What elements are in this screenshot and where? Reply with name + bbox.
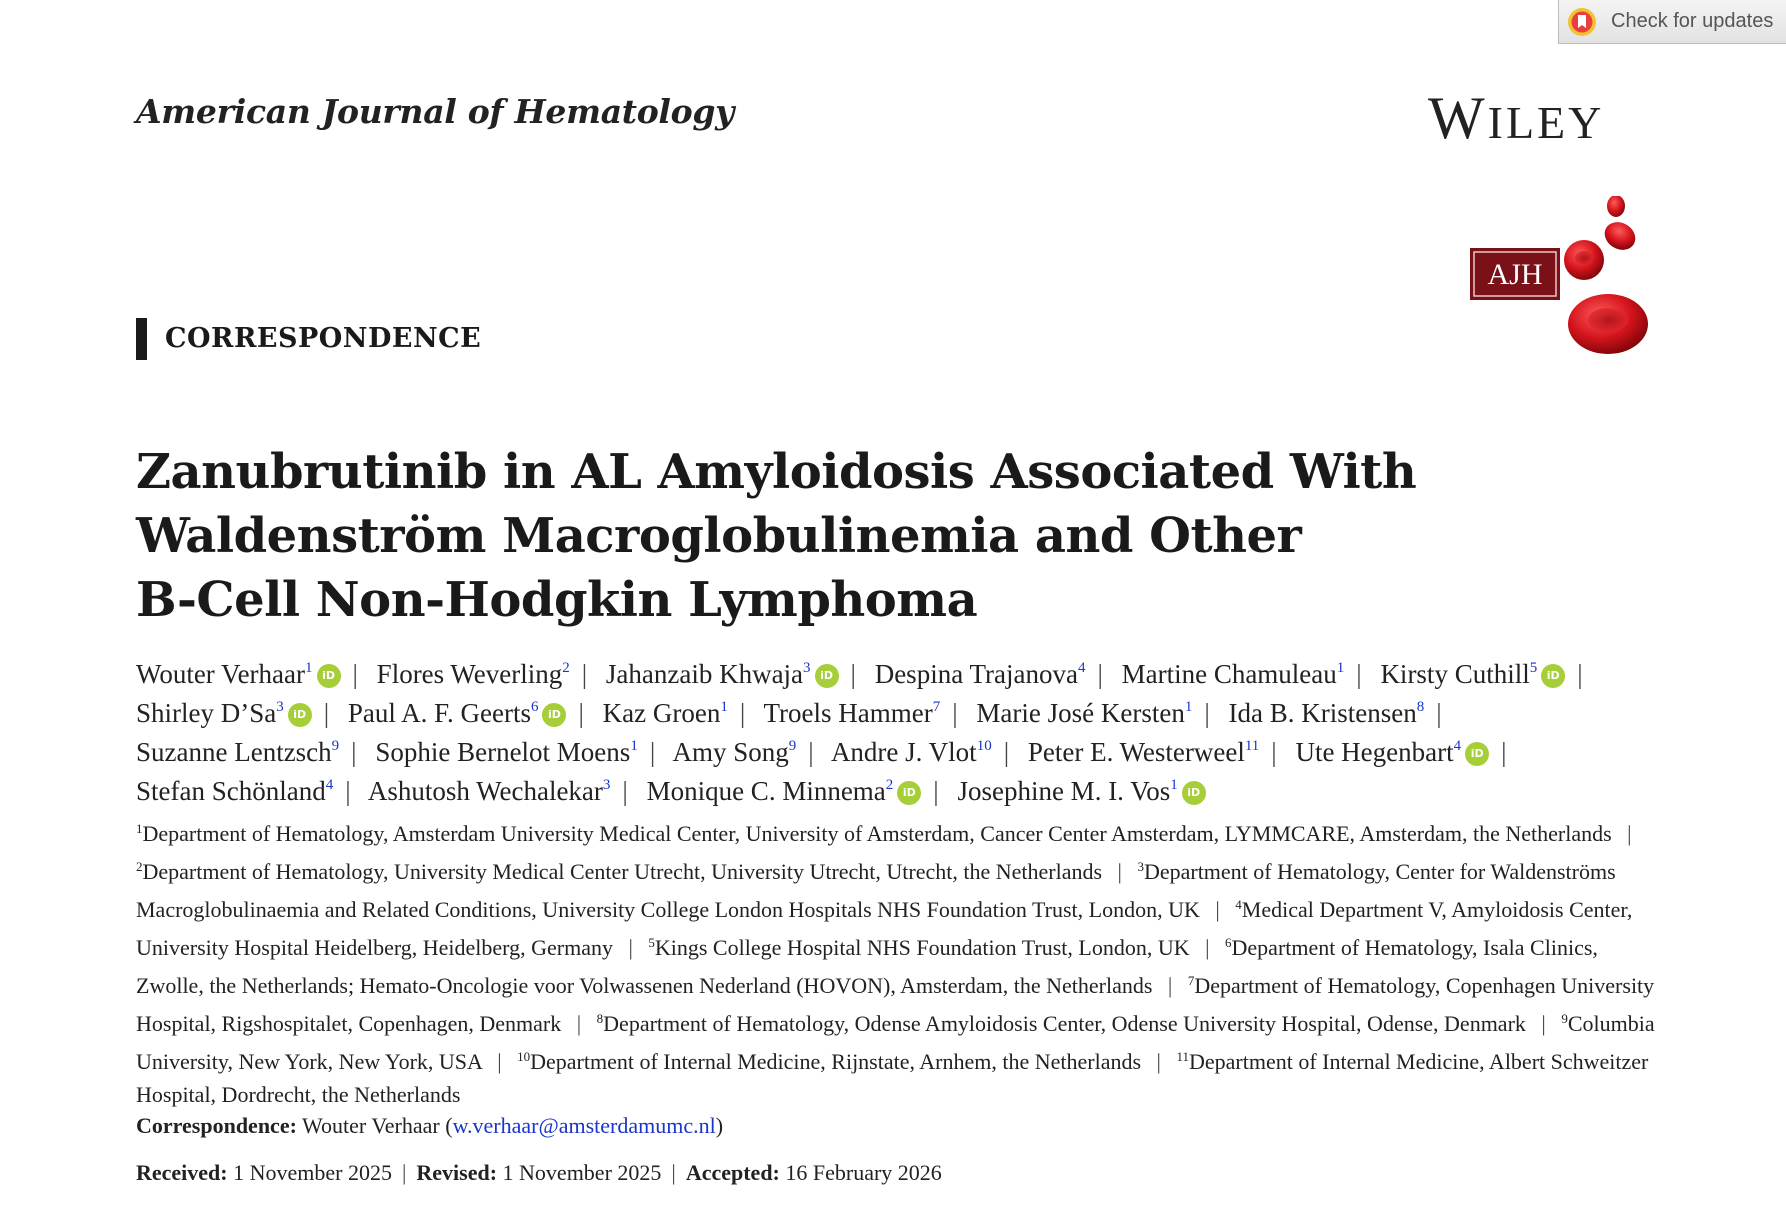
author-name-text: Peter E. Westerweel <box>1027 737 1245 767</box>
author-name-text: Flores Weverling <box>376 659 563 689</box>
affiliation-number: 8 <box>596 1011 604 1026</box>
author-separator: | <box>1436 698 1442 728</box>
author-affiliation-ref[interactable]: 1 <box>1170 777 1178 793</box>
author-list <box>136 652 1646 808</box>
author-name-text: Martine Chamuleau <box>1121 659 1337 689</box>
affiliation-number: 10 <box>517 1049 531 1064</box>
author-separator: | <box>1356 659 1362 689</box>
author-name-text: Jahanzaib Khwaja <box>605 659 804 689</box>
section-label: CORRESPONDENCE <box>136 318 481 360</box>
affiliation-item <box>136 859 1102 884</box>
affiliation-separator: | <box>1156 1049 1161 1074</box>
affiliation-text: Department of Hematology, University Medical Center Utrecht, University Utrecht, Utrecht, the Netherlands <box>142 859 1103 884</box>
author-affiliation-ref[interactable]: 4 <box>1453 738 1462 754</box>
affiliation-number: 7 <box>1187 973 1195 988</box>
correspondence <box>136 1113 723 1139</box>
author-name <box>1380 659 1565 689</box>
author-separator: | <box>622 776 628 806</box>
author-name-text: Marie José Kersten <box>976 698 1185 728</box>
affiliation-text: Department of Hematology, Amsterdam University Medical Center, University of Amsterdam, Cancer Center Amsterdam, LYMMCARE, Amsterdam, the Netherlands <box>142 821 1612 846</box>
author-name-text: Paul A. F. Geerts <box>347 698 531 728</box>
author-name-text: Stefan Schönland <box>136 776 326 806</box>
affiliation-item <box>597 1011 1526 1036</box>
title-line-3: B-Cell Non-Hodgkin Lymphoma <box>136 572 978 628</box>
author-name <box>136 737 339 767</box>
affiliation-text: Kings College Hospital NHS Foundation Trust, London, UK <box>654 935 1190 960</box>
publisher-logo-rest: ILEY <box>1487 97 1605 148</box>
author-affiliation-ref[interactable]: 4 <box>325 777 334 793</box>
check-updates-label: Check for updates <box>1611 10 1774 32</box>
publisher-logo <box>1428 85 1605 151</box>
affiliation-separator: | <box>1167 973 1173 998</box>
affiliation-text: Department of Internal Medicine, Albert Schweitzer Hospital, Dordrecht, the Netherlands <box>136 1049 1649 1107</box>
author-name <box>1295 737 1489 767</box>
check-updates-icon <box>1567 7 1597 37</box>
author-separator: | <box>952 698 958 728</box>
orcid-icon[interactable]: iD <box>1541 664 1565 688</box>
affiliation-number: 4 <box>1235 897 1242 912</box>
author-name <box>136 698 312 728</box>
revised-label: Revised: <box>416 1160 498 1185</box>
author-name <box>764 698 941 728</box>
accepted-label: Accepted: <box>685 1160 780 1185</box>
affiliation-separator: | <box>1215 897 1220 922</box>
affiliation-number: 6 <box>1225 935 1232 950</box>
affiliation-separator: | <box>1117 859 1122 884</box>
author-affiliation-ref[interactable]: 7 <box>932 699 941 715</box>
author-separator: | <box>1204 698 1210 728</box>
date-separator: | <box>671 1160 676 1185</box>
date-separator: | <box>401 1160 407 1185</box>
author-affiliation-ref[interactable]: 3 <box>276 699 284 715</box>
author-separator: | <box>1577 659 1583 689</box>
author-affiliation-ref[interactable]: 1 <box>630 738 638 754</box>
affiliation-text: Department of Hematology, Copenhagen University Hospital, Rigshospitalet, Copenhagen, Denmark <box>136 973 1655 1036</box>
orcid-icon[interactable]: iD <box>815 664 839 688</box>
author-affiliation-ref[interactable]: 9 <box>331 738 340 754</box>
author-name-text: Suzanne Lentzsch <box>136 737 332 767</box>
author-separator: | <box>649 737 656 767</box>
orcid-icon[interactable]: iD <box>897 781 921 805</box>
author-name <box>647 776 922 806</box>
author-name-text: Ashutosh Wechalekar <box>367 776 603 806</box>
correspondence-name: Wouter Verhaar ( <box>302 1113 453 1138</box>
author-affiliation-ref[interactable]: 1 <box>720 699 728 715</box>
author-separator: | <box>578 698 584 728</box>
author-name <box>375 737 637 767</box>
author-name <box>672 737 796 767</box>
author-separator: | <box>323 698 330 728</box>
author-name <box>875 659 1086 689</box>
author-separator: | <box>351 737 357 767</box>
journal-name: American Journal of Hematology <box>136 92 735 131</box>
affiliation-number: 11 <box>1176 1049 1189 1064</box>
author-separator: | <box>933 776 939 806</box>
publisher-logo-initial: W <box>1428 85 1488 151</box>
affiliation-separator: | <box>497 1049 502 1074</box>
author-affiliation-ref[interactable]: 2 <box>885 777 894 793</box>
author-name-text: Despina Trajanova <box>874 659 1078 689</box>
affiliation-text: Department of Hematology, Center for Waldenströms Macroglobulinaemia and Related Conditions, University College London Hospitals NHS Foundation Trust, London, UK <box>136 859 1616 922</box>
affiliation-separator: | <box>628 935 633 960</box>
author-affiliation-ref[interactable]: 1 <box>1336 660 1345 676</box>
author-name-text: Sophie Bernelot Moens <box>375 737 631 767</box>
author-name-text: Josephine M. I. Vos <box>957 776 1171 806</box>
affiliation-text: Department of Hematology, Isala Clinics, Zwolle, the Netherlands; Hemato-Oncologie voor Volwassenen Nederland (HOVON), Amsterdam, the Netherlands <box>136 935 1598 998</box>
revised-date: 1 November 2025 <box>502 1160 662 1185</box>
received-date: 1 November 2025 <box>233 1160 392 1185</box>
author-name-text: Monique C. Minnema <box>646 776 886 806</box>
author-name-text: Ute Hegenbart <box>1295 737 1454 767</box>
affiliation-item <box>648 935 1189 960</box>
author-name <box>957 776 1205 806</box>
author-separator: | <box>581 659 588 689</box>
author-affiliation-ref[interactable]: 11 <box>1244 738 1260 754</box>
author-separator: | <box>352 659 358 689</box>
author-affiliation-ref[interactable]: 2 <box>562 660 570 676</box>
author-separator: | <box>808 737 814 767</box>
affiliation-separator: | <box>1627 821 1632 846</box>
author-separator: | <box>739 698 746 728</box>
author-name-text: Troels Hammer <box>763 698 933 728</box>
affiliation-item <box>517 1049 1141 1074</box>
orcid-icon[interactable]: iD <box>1465 742 1489 766</box>
author-name-text: Amy Song <box>672 737 789 767</box>
affiliation-text: Medical Department V, Amyloidosis Center, University Hospital Heidelberg, Heidelberg, Germany <box>136 897 1633 960</box>
author-name <box>377 659 570 689</box>
article-title <box>136 440 1596 632</box>
correspondence-email-link[interactable]: w.verhaar@amsterdamumc.nl <box>452 1113 716 1138</box>
author-affiliation-ref[interactable]: 1 <box>1184 699 1193 715</box>
author-name <box>606 659 839 689</box>
affiliation-number: 9 <box>1561 1011 1568 1026</box>
author-separator: | <box>1501 737 1507 767</box>
author-affiliation-ref[interactable]: 6 <box>530 699 539 715</box>
author-separator: | <box>1003 737 1010 767</box>
author-affiliation-ref[interactable]: 1 <box>305 660 313 676</box>
author-name <box>831 737 992 767</box>
affiliation-separator: | <box>1541 1011 1546 1036</box>
title-line-2: Waldenström Macroglobulinemia and Other <box>136 508 1302 564</box>
correspondence-close: ) <box>715 1113 724 1138</box>
ajh-logo <box>1470 196 1656 360</box>
author-name <box>136 659 341 689</box>
author-name-text: Wouter Verhaar <box>136 659 306 689</box>
author-name <box>1122 659 1345 689</box>
author-name-text: Andre J. Vlot <box>830 737 977 767</box>
orcid-icon[interactable]: iD <box>1182 781 1206 805</box>
author-name <box>1028 737 1259 767</box>
affiliation-text: Department of Hematology, Odense Amyloidosis Center, Odense University Hospital, Odense, Denmark <box>603 1011 1526 1036</box>
author-name-text: Kirsty Cuthill <box>1380 659 1530 689</box>
author-separator: | <box>1097 659 1103 689</box>
affiliation-item <box>136 821 1612 846</box>
author-separator: | <box>850 659 856 689</box>
affiliation-number: 5 <box>648 935 655 950</box>
author-name <box>368 776 611 806</box>
affiliation-text: Columbia University, New York, New York, USA <box>136 1011 1655 1074</box>
author-name <box>136 776 333 806</box>
author-name-text: Ida B. Kristensen <box>1228 698 1417 728</box>
author-name <box>603 698 728 728</box>
author-name <box>1229 698 1425 728</box>
author-affiliation-ref[interactable]: 9 <box>788 738 797 754</box>
author-affiliation-ref[interactable]: 10 <box>976 738 992 754</box>
author-name-text: Shirley D’Sa <box>136 698 277 728</box>
affiliation-number: 1 <box>136 821 143 836</box>
check-for-updates-button[interactable] <box>1558 0 1786 44</box>
title-line-1: Zanubrutinib in AL Amyloidosis Associated With <box>136 444 1417 500</box>
affiliation-number: 2 <box>136 859 143 874</box>
author-name <box>348 698 567 728</box>
affiliation-number: 3 <box>1137 859 1144 874</box>
author-separator: | <box>345 776 351 806</box>
author-name-text: Kaz Groen <box>602 698 721 728</box>
author-affiliation-ref[interactable]: 5 <box>1529 660 1538 676</box>
accepted-date: 16 February 2026 <box>785 1160 942 1185</box>
author-affiliation-ref[interactable]: 3 <box>602 777 611 793</box>
affiliation-separator: | <box>1205 935 1210 960</box>
affiliation-separator: | <box>576 1011 582 1036</box>
author-name <box>976 698 1192 728</box>
orcid-icon[interactable]: iD <box>288 703 312 727</box>
ajh-logo-text: AJH <box>1487 258 1543 291</box>
received-label: Received: <box>136 1160 228 1185</box>
orcid-icon[interactable]: iD <box>317 664 341 688</box>
author-affiliation-ref[interactable]: 8 <box>1416 699 1425 715</box>
author-affiliation-ref[interactable]: 3 <box>803 660 811 676</box>
affiliations <box>136 812 1656 1111</box>
affiliation-text: Department of Internal Medicine, Rijnstate, Arnhem, the Netherlands <box>530 1049 1142 1074</box>
orcid-icon[interactable]: iD <box>542 703 566 727</box>
author-separator: | <box>1271 737 1277 767</box>
article-dates <box>136 1160 942 1186</box>
author-affiliation-ref[interactable]: 4 <box>1077 660 1086 676</box>
correspondence-label: Correspondence: <box>136 1113 297 1138</box>
